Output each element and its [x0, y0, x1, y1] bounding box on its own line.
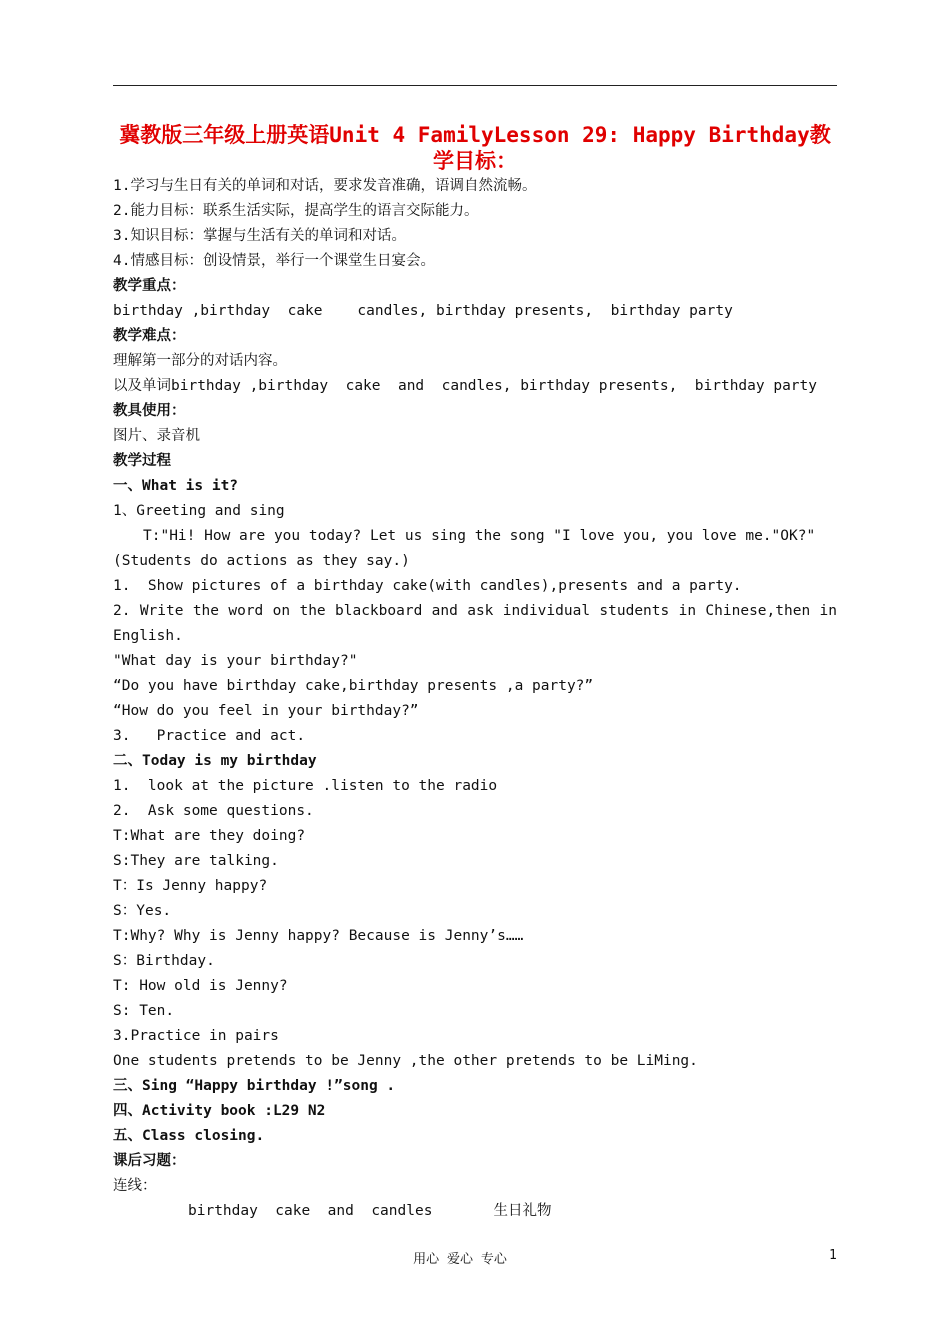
- text-line: S: Ten.: [113, 1003, 175, 1019]
- text-line: T:Why? Why is Jenny happy? Because is Jenny’s……: [113, 928, 524, 944]
- text-line: "What day is your birthday?": [113, 653, 358, 669]
- text-line: 图片、录音机: [113, 428, 200, 444]
- text-line: 1、Greeting and sing: [113, 503, 285, 519]
- text-line: T: How old is Jenny?: [113, 978, 288, 994]
- text-line: 连线：: [113, 1178, 157, 1194]
- text-line: 1. look at the picture .listen to the radio: [113, 778, 498, 794]
- text-line: 2. Ask some questions.: [113, 803, 314, 819]
- text-line: English.: [113, 628, 183, 644]
- page-number: 1: [829, 1248, 837, 1263]
- text-line: T:What are they doing?: [113, 828, 306, 844]
- text-line: “Do you have birthday cake,birthday presents ,a party?”: [113, 678, 594, 694]
- text-line: 2. Write the word on the blackboard and ask individual students in Chinese,then in: [113, 603, 837, 619]
- section-heading: 五、Class closing.: [113, 1128, 265, 1144]
- text-line: 理解第一部分的对话内容。: [113, 353, 287, 369]
- section-heading: 教学重点：: [113, 278, 186, 294]
- text-line: One students pretends to be Jenny ,the other pretends to be LiMing.: [113, 1053, 698, 1069]
- text-line: 3. Practice and act.: [113, 728, 306, 744]
- footer-motto: 用心 爱心 专心: [413, 1252, 507, 1267]
- text-line: 3.知识目标：掌握与生活有关的单词和对话。: [113, 228, 406, 244]
- text-line: 4.情感目标：创设情景，举行一个课堂生日宴会。: [113, 253, 435, 269]
- section-heading: 三、Sing “Happy birthday !”song .: [113, 1078, 396, 1094]
- header-rule: [113, 85, 837, 86]
- document-title: 冀教版三年级上册英语Unit 4 FamilyLesson 29: Happy Birthday教学目标：: [119, 123, 831, 173]
- text-line: 以及单词birthday ,birthday cake and candles, birthday presents, birthday party: [113, 378, 818, 394]
- document-body: [113, 174, 837, 1224]
- text-line: 2.能力目标：联系生活实际，提高学生的语言交际能力。: [113, 203, 479, 219]
- text-line: 1. Show pictures of a birthday cake(with candles),presents and a party.: [113, 578, 742, 594]
- text-line: 3.Practice in pairs: [113, 1028, 279, 1044]
- text-line: birthday ,birthday cake candles, birthday presents, birthday party: [113, 303, 733, 319]
- page-footer: [0, 1248, 950, 1268]
- text-line: birthday cake and candles 生日礼物: [188, 1203, 552, 1219]
- section-heading: 课后习题：: [113, 1153, 186, 1169]
- text-line: 1.学习与生日有关的单词和对话，要求发音准确，语调自然流畅。: [113, 178, 537, 194]
- section-heading: 二、Today is my birthday: [113, 753, 317, 769]
- section-heading: 教学难点：: [113, 328, 186, 344]
- section-heading: 教学过程: [113, 453, 171, 469]
- text-line: (Students do actions as they say.): [113, 553, 410, 569]
- text-line: S:They are talking.: [113, 853, 279, 869]
- text-line: S：Birthday.: [113, 953, 215, 969]
- section-heading: 教具使用：: [113, 403, 186, 419]
- section-heading: 四、Activity book :L29 N2: [113, 1103, 326, 1119]
- text-line: T：Is Jenny happy?: [113, 878, 268, 894]
- text-line: T:"Hi! How are you today? Let us sing the song "I love you, you love me."OK?": [143, 528, 816, 544]
- text-line: S：Yes.: [113, 903, 172, 919]
- text-line: “How do you feel in your birthday?”: [113, 703, 419, 719]
- section-heading: 一、What is it?: [113, 478, 239, 494]
